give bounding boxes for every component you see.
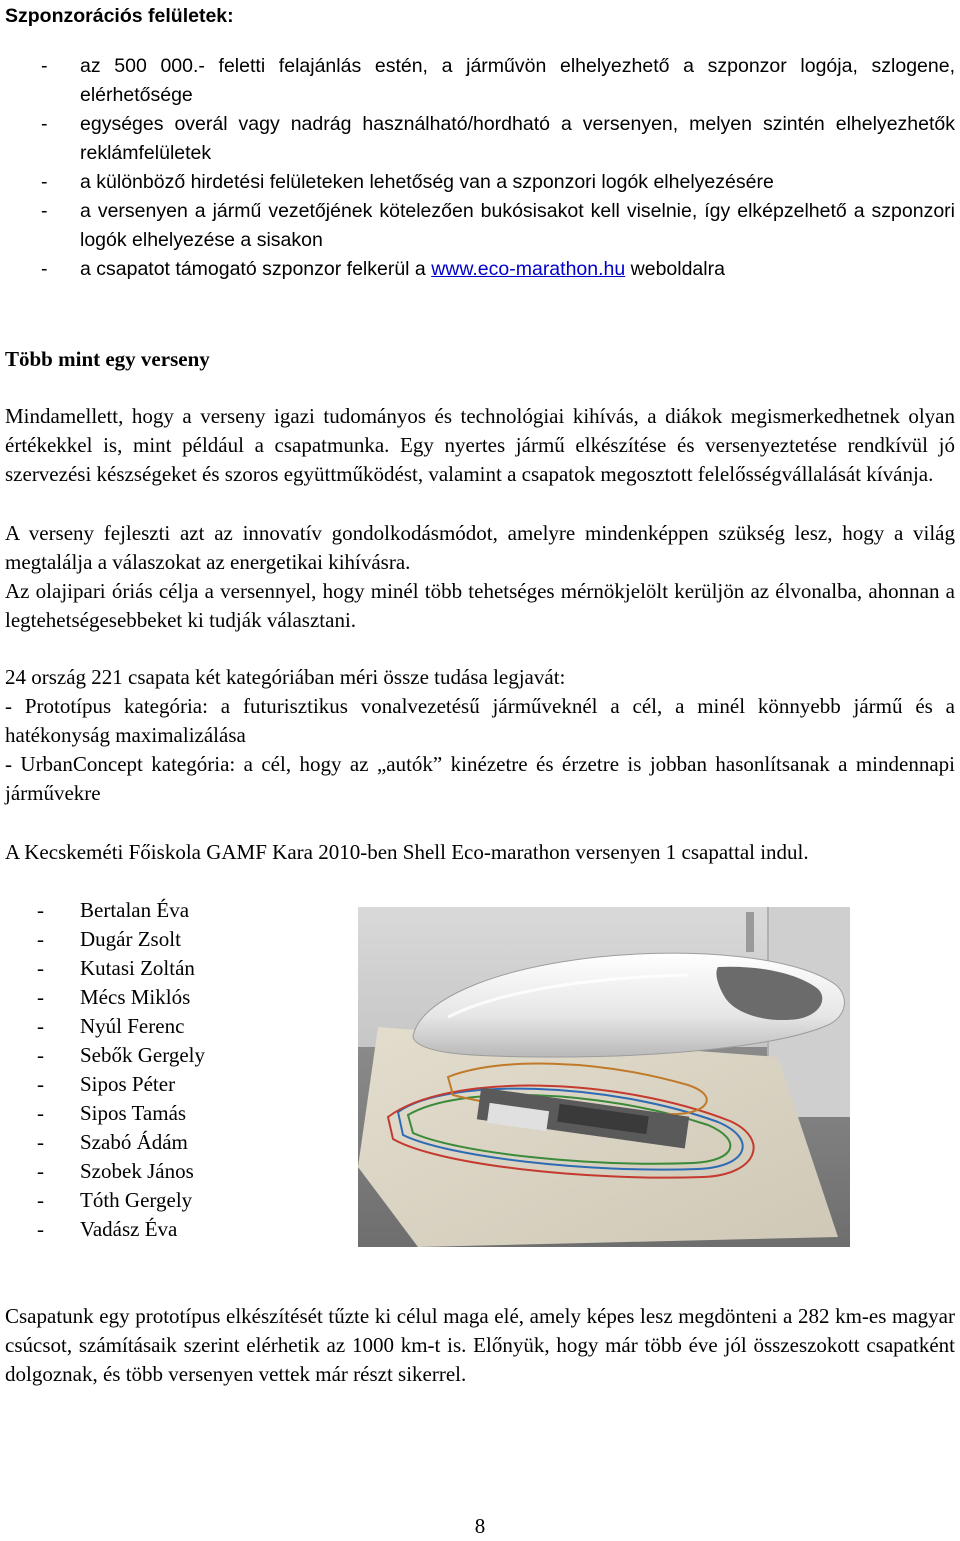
- sponsor-heading: Szponzorációs felületek:: [5, 5, 234, 27]
- sponsor-item: - a csapatot támogató szponzor felkerül a www.eco-marathon.hu weboldalra: [41, 258, 725, 280]
- sponsor-item: - a versenyen a jármű vezetőjének kötelezően bukósisakot kell viselnie, így elképzelhető a szponzori logók elhelyezése a sisakon: [41, 200, 955, 251]
- category-prototype: - Prototípus kategória: a futurisztikus vonalvezetésű járműveknél a cél, a minél könnyebb jármű és a hatékonyság maximalizálása: [5, 694, 955, 747]
- list-item: - Dugár Zsolt: [37, 927, 181, 951]
- categories-intro: 24 ország 221 csapata két kategóriában méri össze tudása legjavát:: [5, 665, 566, 689]
- vehicle-photo-graphic: [358, 907, 850, 1247]
- list-item: - Nyúl Ferenc: [37, 1014, 185, 1038]
- vehicle-photo: [358, 907, 850, 1247]
- list-item: - Szabó Ádám: [37, 1130, 188, 1154]
- list-item: - Tóth Gergely: [37, 1188, 193, 1212]
- paragraph: Mindamellett, hogy a verseny igazi tudományos és technológiai kihívás, a diákok megismerkedhetnek olyan értékekkel is, mint például a csapatmunka. Egy nyertes jármű elkészítése és versenyeztetése rendkívül jó szervezési készségeket és szoros együttműködést, valamint a csapatok megosztott felelősségvállalását kívánja.: [5, 404, 955, 486]
- sponsor-item: - egységes overál vagy nadrág használható/hordható a versenyen, melyen szintén elhelyezhetők reklámfelületek: [41, 113, 955, 164]
- sponsor-item: - a különböző hirdetési felületeken lehetőség van a szponzori logók elhelyezésére: [41, 171, 774, 193]
- sponsor-list: [5, 52, 955, 284]
- list-item: - Sebők Gergely: [37, 1043, 206, 1067]
- list-item: - Sipos Péter: [37, 1072, 176, 1096]
- team-member-list: [37, 896, 205, 1244]
- list-item: - Mécs Miklós: [37, 985, 191, 1009]
- paragraph: Az olajipari óriás célja a versennyel, hogy minél több tehetséges mérnökjelölt kerüljön az élvonalba, ahonnan a legtehetségesebbeket ki tudják választani.: [5, 579, 955, 632]
- list-item: - Vadász Éva: [37, 1217, 178, 1241]
- closing-paragraph: Csapatunk egy prototípus elkészítését tűzte ki célul maga elé, amely képes lesz megdönteni a 282 km-es magyar csúcsot, számításaik szerint elérhetik az 1000 km-t is. Előnyük, hogy már több éve jól összeszokott csapatként dolgoznak, és több versenyen vettek már részt sikerrel.: [5, 1304, 955, 1386]
- list-item: - Sipos Tamás: [37, 1101, 187, 1125]
- eco-marathon-link[interactable]: www.eco-marathon.hu: [431, 258, 626, 280]
- category-urbanconcept: - UrbanConcept kategória: a cél, hogy az „autók” kinézetre és érzetre is jobban hasonlítsanak a mindennapi járművekre: [5, 752, 955, 805]
- paragraph: A verseny fejleszti azt az innovatív gondolkodásmódot, amelyre mindenképpen szükség lesz, hogy a világ megtalálja a válaszokat az energetikai kihívásra.: [5, 521, 955, 574]
- section-heading: Több mint egy verseny: [5, 347, 210, 371]
- page-number: 8: [474, 1514, 486, 1538]
- list-item: - Szobek János: [37, 1159, 194, 1183]
- team-intro: A Kecskeméti Főiskola GAMF Kara 2010-ben Shell Eco-marathon versenyen 1 csapattal indul.: [5, 840, 809, 864]
- sponsor-item: - az 500 000.- feletti felajánlás estén, a járművön elhelyezhető a szponzor logója, szlogene, elérhetősége: [41, 55, 955, 106]
- list-item: - Bertalan Éva: [37, 898, 190, 922]
- list-item: - Kutasi Zoltán: [37, 956, 195, 980]
